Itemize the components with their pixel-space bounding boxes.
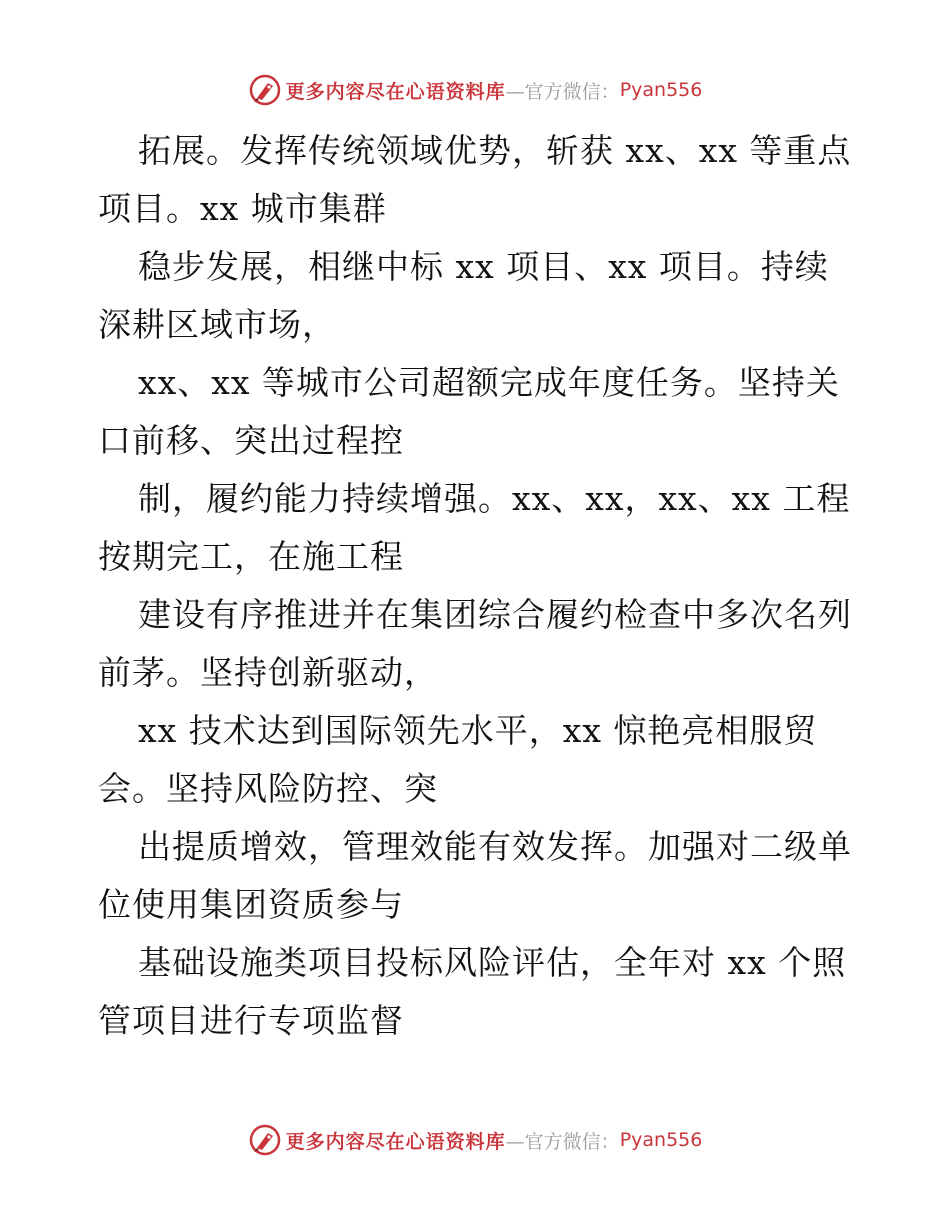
watermark-text: 更多内容尽在心语资料库 — [285, 1130, 506, 1153]
paragraph-line: xx 技术达到国际领先水平，xx 惊艳亮相服贸 — [138, 711, 818, 750]
paragraph-line: 稳步发展，相继中标 xx 项目、xx 项目。持续 — [138, 247, 829, 286]
paragraph-line: 出提质增效，管理效能有效发挥。加强对二级单 — [138, 827, 852, 866]
paragraph — [98, 238, 858, 354]
paragraph — [98, 586, 858, 702]
paragraph — [98, 122, 858, 238]
paragraph-line: 位使用集团资质参与 — [98, 885, 404, 924]
watermark-separator: —官方微信： — [505, 1130, 620, 1153]
paragraph — [98, 470, 858, 586]
paragraph-line: 前茅。坚持创新驱动， — [98, 653, 438, 692]
paragraph-line: 按期完工，在施工程 — [98, 537, 404, 576]
header-watermark — [0, 70, 950, 110]
watermark-text: 更多内容尽在心语资料库 — [285, 80, 506, 103]
paragraph-line: 基础设施类项目投标风险评估，全年对 xx 个照 — [138, 943, 847, 982]
paragraph-line: 拓展。发挥传统领域优势，斩获 xx、xx 等重点 — [138, 131, 852, 170]
document-body — [98, 122, 858, 1050]
paragraph-line: 制，履约能力持续增强。xx、xx，xx、xx 工程 — [138, 479, 851, 518]
footer-watermark — [0, 1120, 950, 1160]
watermark-contact: Pyan556 — [619, 1129, 703, 1151]
pen-nib-logo-icon — [248, 73, 282, 107]
paragraph — [98, 702, 858, 818]
pen-nib-logo-icon — [248, 1123, 282, 1157]
paragraph — [98, 934, 858, 1050]
watermark-separator: —官方微信： — [505, 80, 620, 103]
paragraph-line: 会。坚持风险防控、突 — [98, 769, 438, 808]
paragraph-line: xx、xx 等城市公司超额完成年度任务。坚持关 — [138, 363, 840, 402]
watermark-contact: Pyan556 — [619, 79, 703, 101]
paragraph-line: 管项目进行专项监督 — [98, 1001, 404, 1040]
paragraph-line: 建设有序推进并在集团综合履约检查中多次名列 — [138, 595, 852, 634]
paragraph — [98, 818, 858, 934]
paragraph-line: 项目。xx 城市集群 — [98, 189, 387, 228]
paragraph-line: 口前移、突出过程控 — [98, 421, 404, 460]
paragraph — [98, 354, 858, 470]
paragraph-line: 深耕区域市场， — [98, 305, 336, 344]
